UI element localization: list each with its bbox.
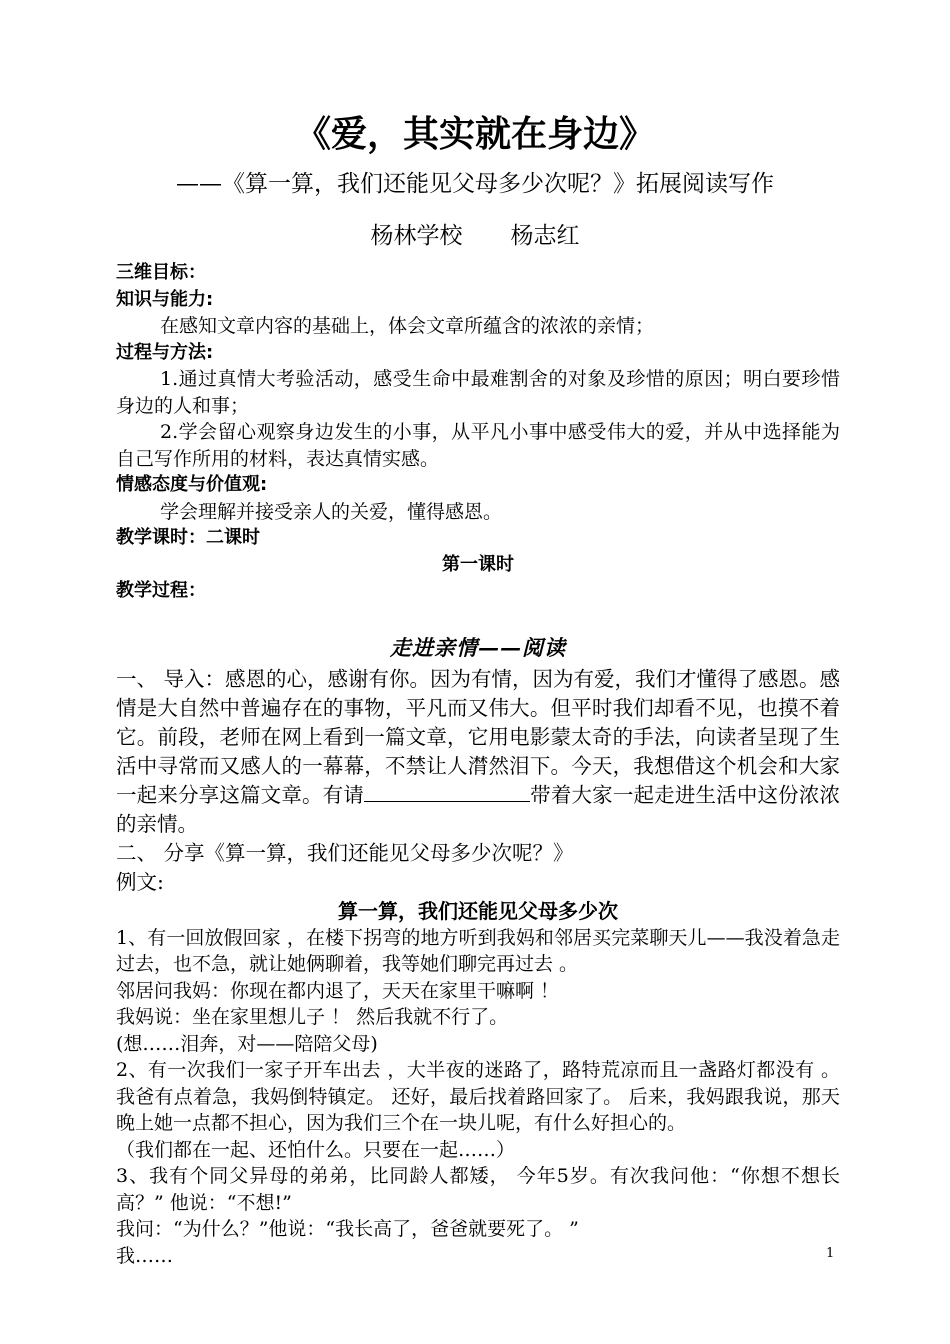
intro-text-a: 一、 导入：感恩的心，感谢有你。因为有情，因为有爱，我们才懂得了感恩。感情是大自然中普遍存在的事物，平凡而又伟大。但平时我们却看不见，也摸不着它。前段，老师在网上看到一篇文章，它用电影蒙太奇的手法，向读者呈现了生活中寻常而又感人的一幕幕，不禁让人潸然泪下。今天，我想借这个机会和大家一起来分享这篇文章。有请	[116, 666, 841, 807]
story-3-dialog: 我问：“为什么？”他说：“我长高了，爸爸就要死了。 ”	[116, 1218, 579, 1240]
page-number: 1	[826, 1246, 835, 1261]
knowledge-heading: 知识与能力:	[116, 288, 214, 310]
intro-text-b: 带着大家一起走进生活中这份浓浓的亲情。	[116, 782, 840, 836]
process-item-2: 2.学会留心观察身边发生的小事，从平凡小事中感受伟大的爱，并从中选择能为自己写作所用的材料，表达真情实感。	[116, 421, 840, 470]
document-title: 《爱，其实就在身边》	[294, 113, 655, 155]
story-1: 1、有一回放假回家 ，在楼下拐弯的地方听到我妈和邻居买完菜聊天儿——我没着急走过去，也不急，就让她俩聊着，我等她们聊完再过去 。	[116, 926, 840, 975]
author-school: 杨林学校	[370, 223, 463, 249]
example-title: 算一算，我们还能见父母多少次	[338, 898, 618, 923]
story-1-dialog-b: 我妈说：坐在家里想儿子 ！ 然后我就不行了。	[116, 1006, 509, 1028]
teaching-process-label: 教学过程：	[116, 580, 206, 601]
section-title: 走进亲情——阅读	[390, 634, 566, 660]
story-2: 2、有一次我们一家子开车出去 ，大半夜的迷路了，路特荒凉而且一盏路灯都没有 。我爸有点着急，我妈倒特镇定。 还好，最后找着路回家了。 后来，我妈跟我说，那天晚上她一点都不担心，因为我们三个在一块儿呢，有什么好担心的。	[116, 1059, 840, 1134]
author-line	[0, 220, 950, 252]
emotion-heading: 情感态度与价值观:	[116, 474, 268, 495]
example-label: 例文:	[116, 869, 164, 894]
class-hours: 教学课时：二课时	[116, 527, 260, 548]
story-1-dialog-a: 邻居问我妈：你现在都内退了，天天在家里干嘛啊 ！	[116, 979, 560, 1002]
lesson-title: 第一课时	[442, 553, 514, 575]
story-3-end: 我……	[116, 1244, 174, 1267]
intro-paragraph	[116, 665, 840, 839]
story-3: 3、我有个同父异母的弟弟，比同龄人都矮， 今年5岁。有次我问他：“你想不想长高？” 他说：“不想!”	[116, 1165, 840, 1214]
story-1-note: (想……泪奔，对——陪陪父母)	[116, 1032, 378, 1055]
emotion-text: 学会理解并接受亲人的关爱，懂得感恩。	[160, 500, 503, 523]
fill-blank-line	[364, 781, 530, 802]
process-heading: 过程与方法:	[116, 341, 214, 363]
author-name: 杨志红	[510, 223, 580, 249]
document-subtitle: ——《算一算，我们还能见父母多少次呢？》拓展阅读写作	[176, 171, 774, 197]
knowledge-text: 在感知文章内容的基础上，体会文章所蕴含的浓浓的亲情；	[160, 315, 655, 337]
story-2-note: （我们都在一起、还怕什么。只要在一起……）	[116, 1138, 516, 1161]
goals-heading: 三维目标：	[116, 262, 206, 283]
process-item-1: 1.通过真情大考验活动，感受生命中最难割舍的对象及珍惜的原因；明白要珍惜身边的人和事；	[116, 368, 840, 417]
document-body	[116, 260, 840, 1269]
share-line: 二、 分享《算一算，我们还能见父母多少次呢？》	[116, 840, 574, 865]
